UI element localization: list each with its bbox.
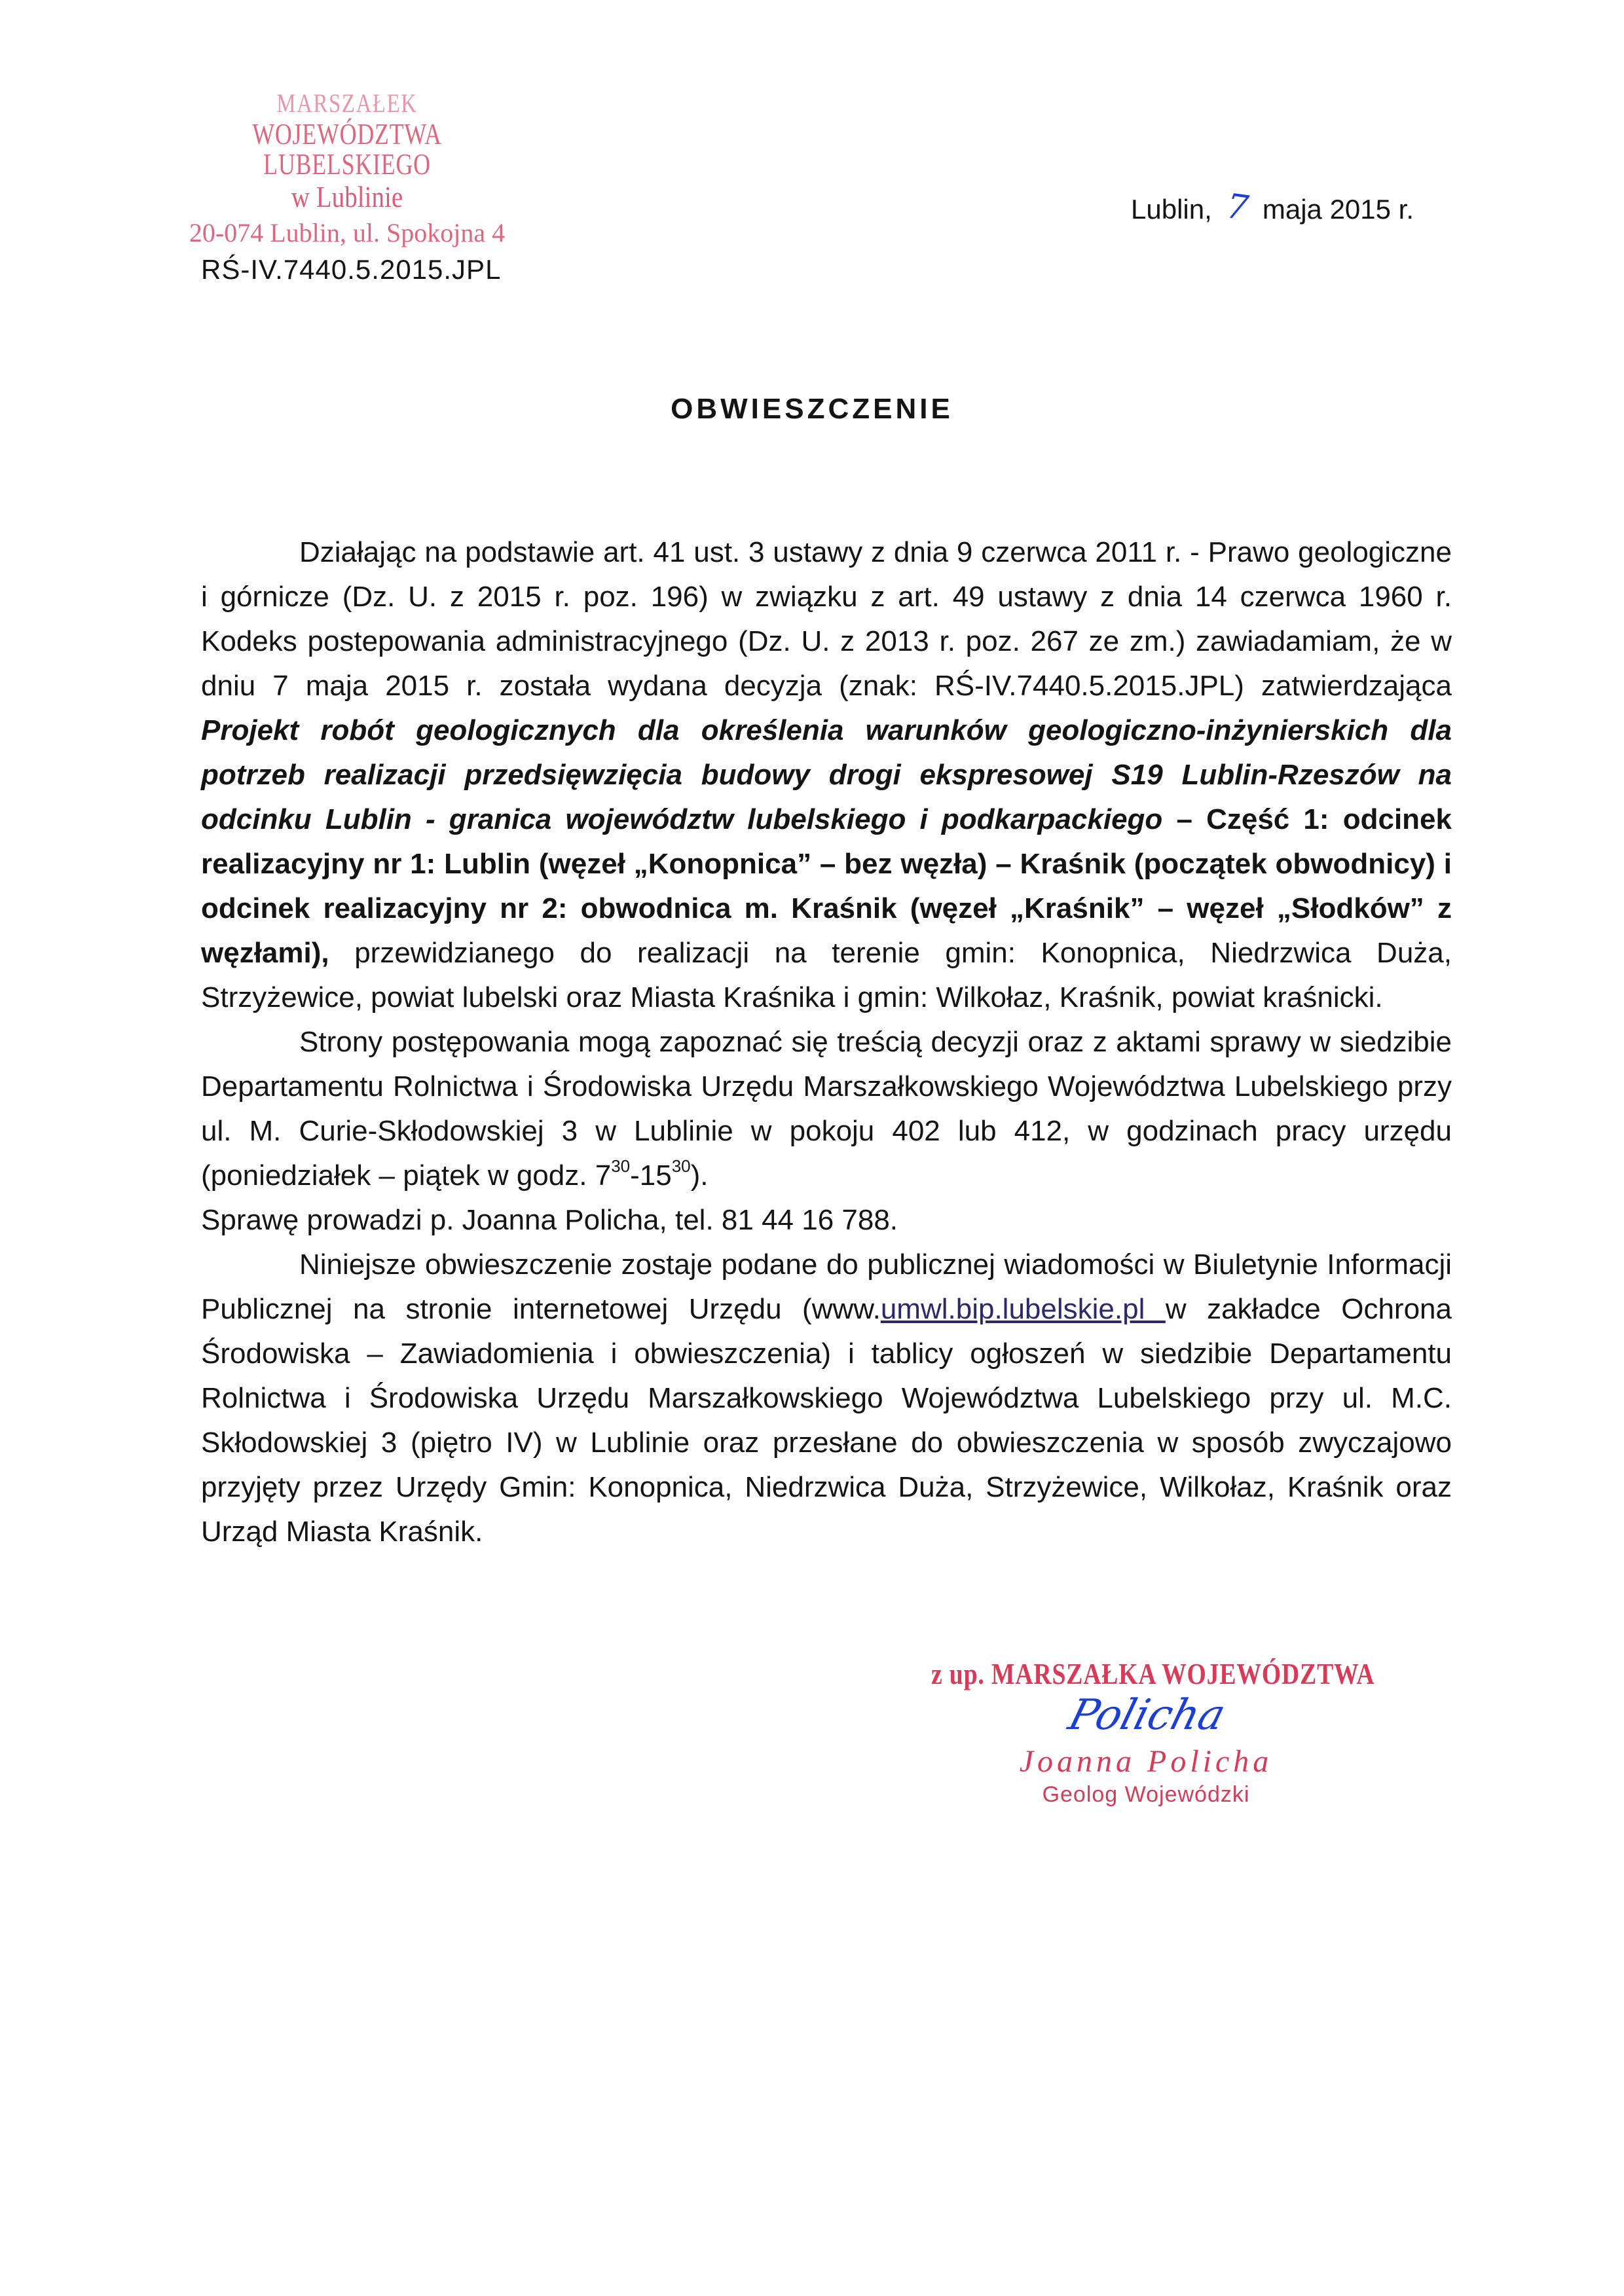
stamp-line-city: w Lublinie bbox=[291, 180, 403, 213]
decision-outro: przewidzianego do realizacji na terenie gmin: Konopnica, Niedrzwica Duża, Strzyżewice, powiat lubelski oraz Miasta Kraśnika i gmin: Wilkołaz, Kraśnik, powiat kraśnicki. bbox=[201, 937, 1452, 1013]
handwritten-signature: Policha bbox=[1063, 1691, 1231, 1740]
signatory-name: Joanna Policha bbox=[1019, 1744, 1273, 1779]
paragraph-publication bbox=[201, 1243, 1452, 1554]
document-title: OBWIESZCZENIE bbox=[671, 393, 953, 425]
project-sections: – Część 1: odcinek realizacyjny nr 1: Lublin (węzeł „Konopnica” – bez węzła) – Kraśnik (początek obwodnicy) i odcinek realizacyjny nr 2: obwodnica m. Kraśnik (węzeł „Kraśnik” – węzeł „Słodków” z węzłami), bbox=[201, 803, 1452, 969]
time-separator: - bbox=[630, 1159, 640, 1192]
time-start-hour: 7 bbox=[595, 1159, 612, 1192]
stamp-line-marshal: MARSZAŁEK bbox=[276, 88, 418, 118]
publication-text-before: Niniejsze obwieszczenie zostaje podane do publicznej wiadomości w Biuletynie Informacji Publicznej na stronie internetowej Urzędu (www. bbox=[201, 1248, 1452, 1325]
stamp-line-voivodeship: WOJEWÓDZTWA LUBELSKIEGO bbox=[252, 117, 442, 181]
time-start-min: 30 bbox=[611, 1156, 631, 1176]
paragraph-decision bbox=[201, 530, 1452, 1020]
stamp-line-address: 20-074 Lublin, ul. Spokojna 4 bbox=[189, 218, 506, 247]
authority-stamp: z up. MARSZAŁKA WOJEWÓDZTWA bbox=[931, 1657, 1375, 1690]
handwritten-day: 7 bbox=[1223, 186, 1251, 229]
date-place: Lublin, bbox=[1131, 194, 1212, 225]
access-text: Strony postępowania mogą zapoznać się treścią decyzji oraz z aktami sprawy w siedzibie Departamentu Rolnictwa i Środowiska Urzędu Marszałkowskiego Województwa Lubelskiego przy ul. M. Curie-Skłodowskiej 3 w Lublinie w pokoju 402 lub 412, w godzinach pracy urzędu (poniedziałek – piątek w godz. bbox=[201, 1026, 1452, 1192]
signatory-role: Geolog Wojewódzki bbox=[1042, 1782, 1250, 1807]
time-end-min: 30 bbox=[671, 1156, 691, 1176]
contact-line: Sprawę prowadzi p. Joanna Policha, tel. 81 44 16 788. bbox=[201, 1204, 898, 1236]
signature-block bbox=[884, 1656, 1408, 1808]
access-closing: ). bbox=[690, 1159, 709, 1192]
publication-text-after: w zakładce Ochrona Środowiska – Zawiadomienia i obwieszczenia) i tablicy ogłoszeń w siedzibie Departamentu Rolnictwa i Środowiska Urzędu Marszałkowskiego Województwa Lubelskiego przy ul. M.C. Skłodowskiej 3 (piętro IV) w Lublinie oraz przesłane do obwieszczenia w sposób zwyczajowo przyjęty przez Urzędy Gmin: Konopnica, Niedrzwica Duża, Strzyżewice, Wilkołaz, Kraśnik oraz Urząd Miasta Kraśnik. bbox=[201, 1293, 1452, 1548]
reference-number: RŚ-IV.7440.5.2015.JPL bbox=[201, 254, 502, 285]
project-title: Projekt robót geologicznych dla określenia warunków geologiczno-inżynierskich dla potrzeb realizacji przedsięwzięcia budowy drogi ekspresowej S19 Lublin-Rzeszów na odcinku Lublin - granica województw lubelskiego i podkarpackiego bbox=[201, 714, 1452, 835]
decision-intro: Działając na podstawie art. 41 ust. 3 ustawy z dnia 9 czerwca 2011 r. - Prawo geologiczne i górnicze (Dz. U. z 2015 r. poz. 196) w związku z art. 49 ustawy z dnia 14 czerwca 1960 r. Kodeks postepowania administracyjnego (Dz. U. z 2013 r. poz. 267 ze zm.) zawiadamiam, że w dniu 7 maja 2015 r. została wydana decyzja (znak: RŚ-IV.7440.5.2015.JPL) zatwierdzająca bbox=[201, 536, 1452, 702]
office-stamp bbox=[134, 90, 560, 246]
date-month-year: maja 2015 r. bbox=[1262, 194, 1414, 225]
document-body bbox=[201, 530, 1452, 1554]
time-end-hour: 15 bbox=[639, 1159, 672, 1192]
place-and-date bbox=[1131, 188, 1414, 227]
bip-link[interactable]: umwl.bip.lubelskie.pl bbox=[880, 1293, 1166, 1325]
paragraph-access bbox=[201, 1020, 1452, 1198]
